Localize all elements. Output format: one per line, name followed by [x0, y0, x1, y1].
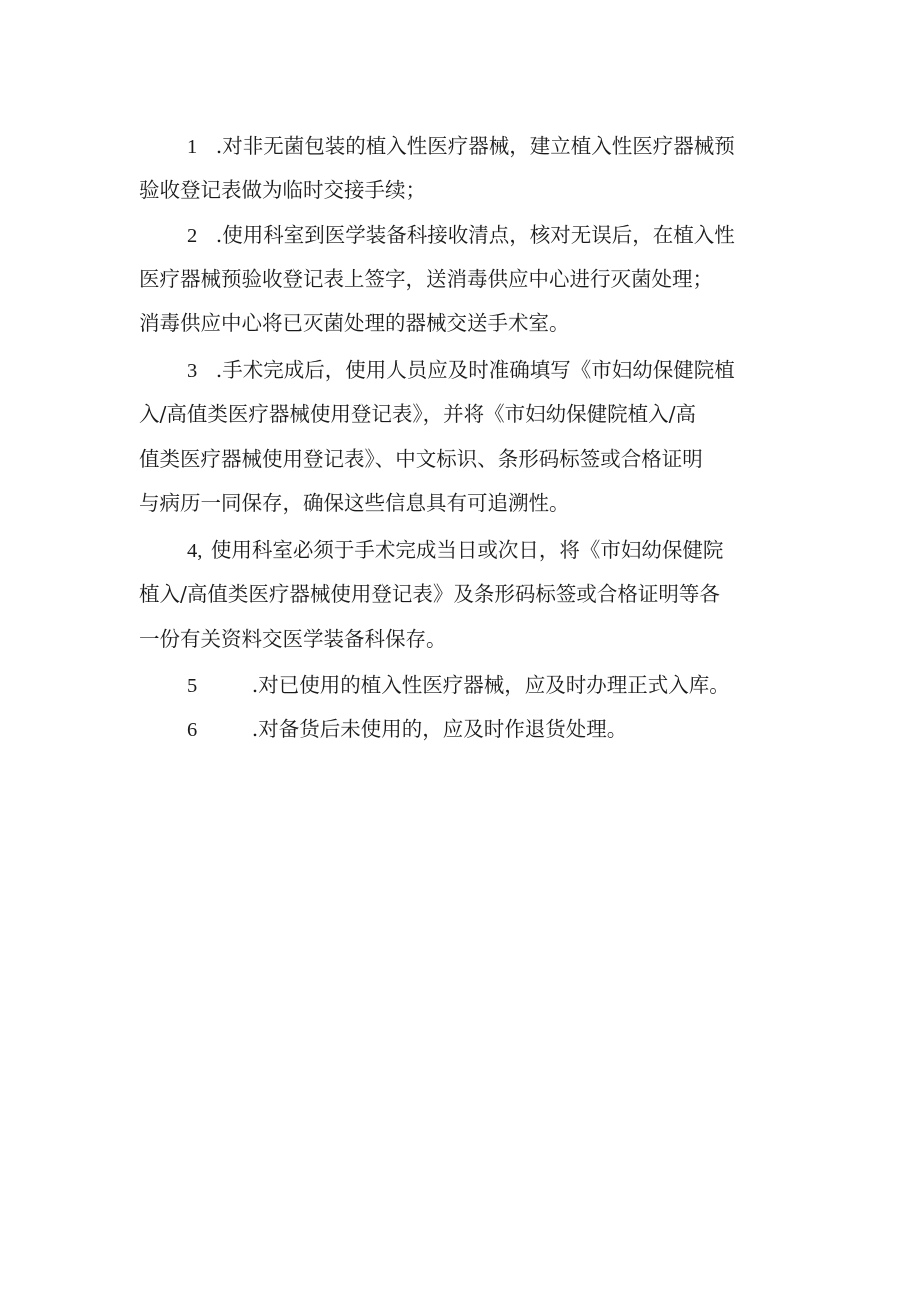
item-3-number: 3: [187, 360, 198, 382]
item-5-text-line-1: .对已使用的植入性医疗器械，应及时办理正式入库。: [251, 673, 730, 697]
item-1-number: 1: [187, 136, 198, 158]
item-3-text-line-4: 与病历一同保存，确保这些信息具有可追溯性。: [139, 491, 570, 515]
item-1-line-2: [139, 168, 426, 212]
item-4-line-2: [139, 572, 720, 616]
item-2-line-1: [187, 213, 735, 257]
item-2-line-3: [139, 301, 570, 345]
item-4-number: 4,: [187, 540, 203, 562]
item-1-line-1: [187, 124, 735, 168]
item-2-line-2: [139, 257, 713, 301]
item-3-line-2: [139, 392, 696, 436]
item-6-number: 6: [187, 719, 198, 741]
item-1-text-line-1: .对非无菌包装的植入性医疗器械，建立植入性医疗器械预: [215, 134, 735, 158]
item-2-text-line-1: .使用科室到医学装备科接收清点，核对无误后，在植入性: [215, 223, 735, 247]
item-5-number: 5: [187, 675, 198, 697]
item-2-text-line-3: 消毒供应中心将已灭菌处理的器械交送手术室。: [139, 311, 570, 335]
item-5-line-1: [187, 663, 730, 707]
item-2-text-line-2: 医疗器械预验收登记表上签字，送消毒供应中心进行灭菌处理；: [139, 267, 713, 291]
item-4-line-3: [139, 617, 447, 661]
item-3-line-3: [139, 437, 703, 481]
item-3-text-line-1: .手术完成后，使用人员应及时准确填写《市妇幼保健院植: [215, 358, 735, 382]
item-2-number: 2: [187, 225, 198, 247]
item-3-line-4: [139, 481, 570, 525]
item-6-text-line-1: .对备货后未使用的，应及时作退货处理。: [251, 717, 628, 741]
item-3-text-line-3: 值类医疗器械使用登记表》、中文标识、条形码标签或合格证明: [139, 447, 703, 471]
item-6-line-1: [187, 707, 627, 751]
item-1-text-line-2: 验收登记表做为临时交接手续；: [139, 178, 426, 202]
item-4-line-1: [187, 528, 723, 572]
item-4-text-line-3: 一份有关资料交医学装备科保存。: [139, 627, 447, 651]
item-3-line-1: [187, 348, 735, 392]
item-3-text-line-2: 入/高值类医疗器械使用登记表》，并将《市妇幼保健院植入/高: [139, 402, 697, 426]
item-4-text-line-2: 植入/高值类医疗器械使用登记表》及条形码标签或合格证明等各: [139, 582, 720, 606]
item-4-text-line-1: 使用科室必须于手术完成当日或次日，将《市妇幼保健院: [210, 538, 724, 562]
